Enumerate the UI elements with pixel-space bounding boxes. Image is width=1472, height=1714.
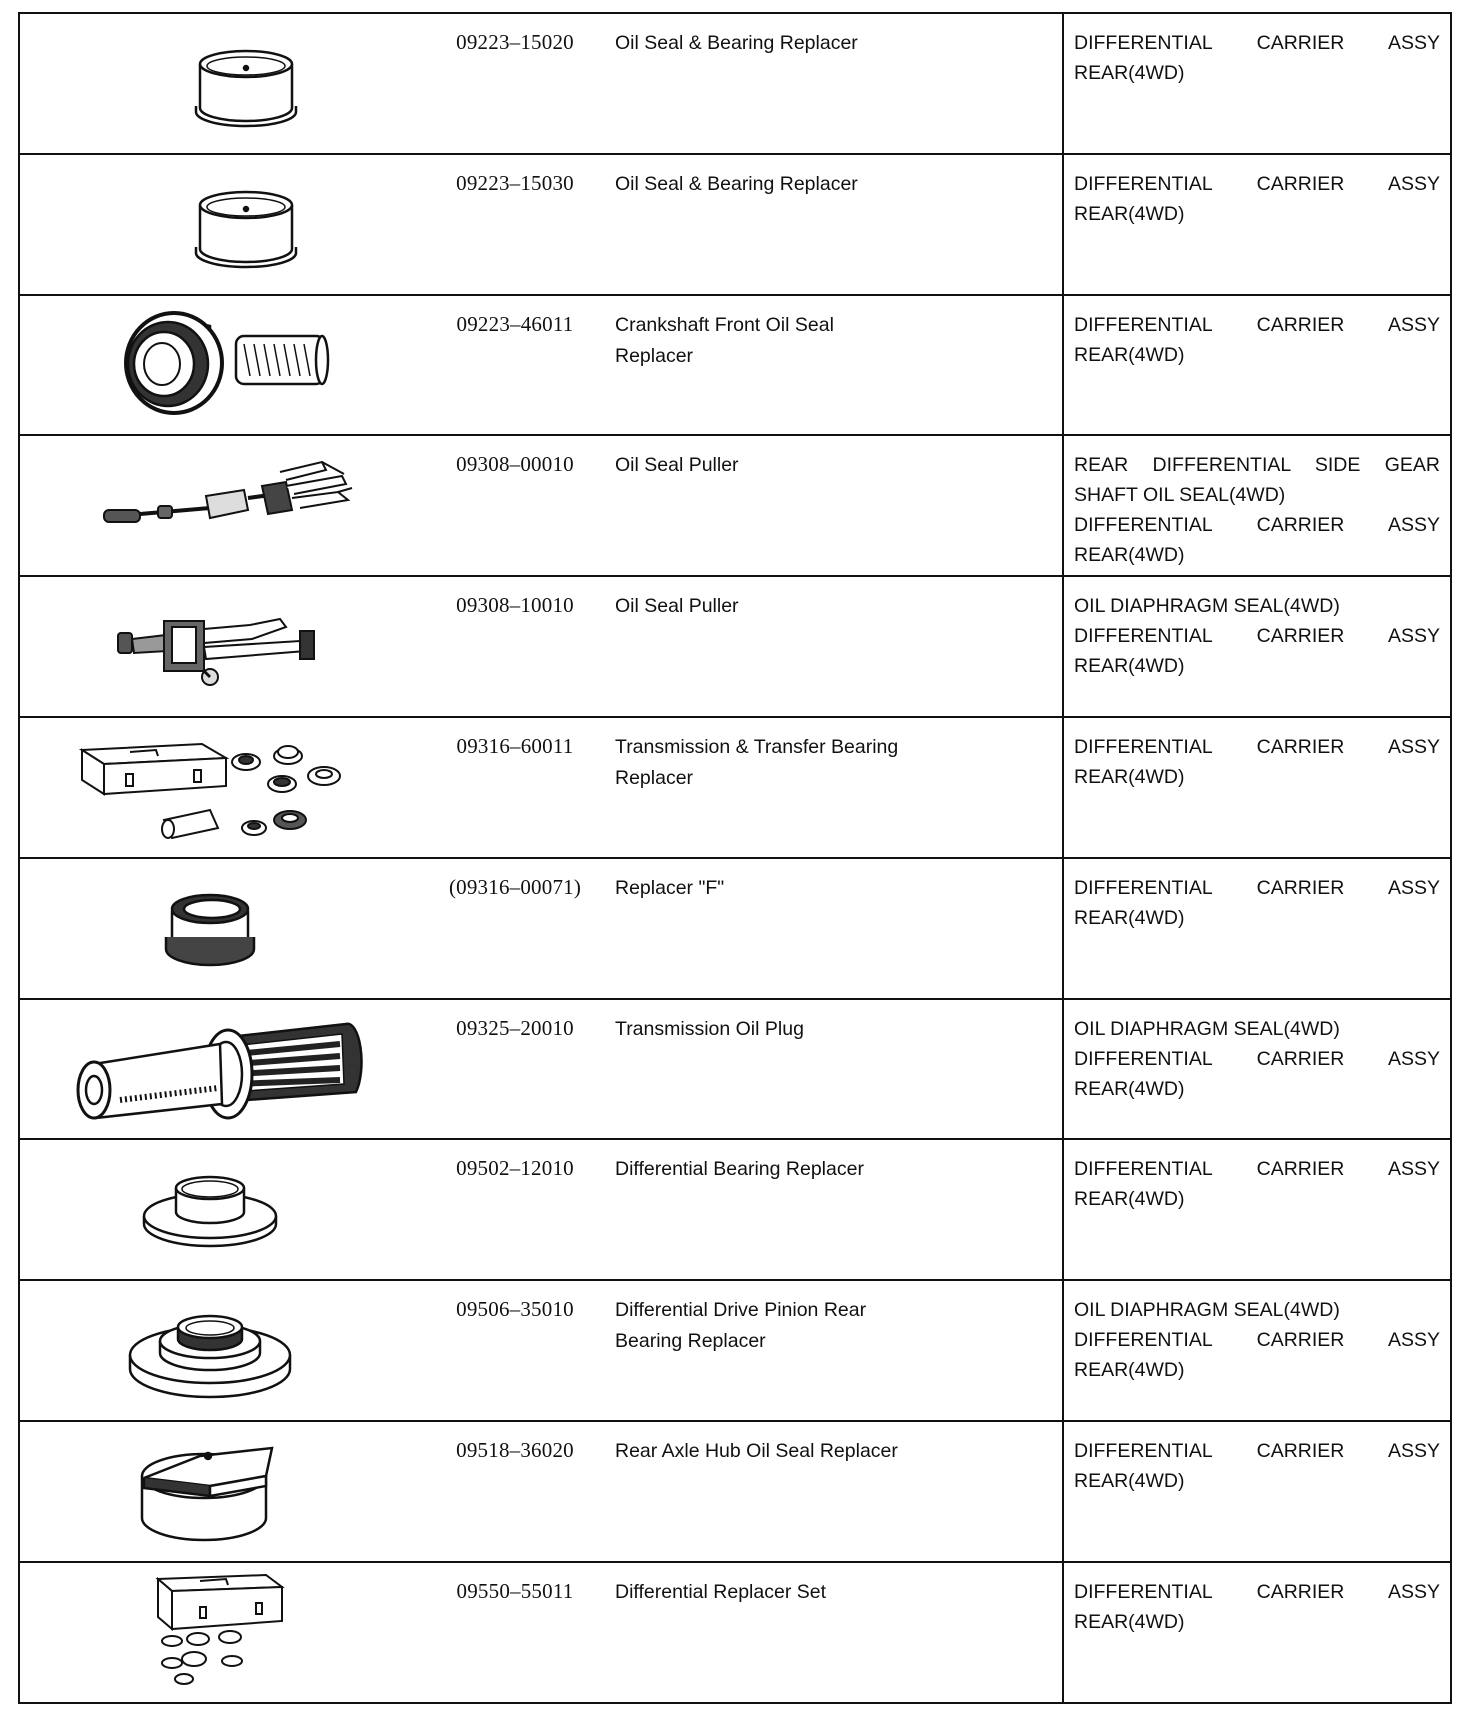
application-line: OIL DIAPHRAGM SEAL(4WD) — [1074, 1299, 1340, 1322]
part-number: 09325–20010 — [456, 1015, 574, 1040]
clamp-puller-icon — [60, 581, 440, 711]
application-line: DIFFERENTIAL CARRIER ASSY — [1074, 32, 1440, 54]
part-number: 09223–46011 — [456, 311, 574, 336]
application-line: DIFFERENTIAL CARRIER ASSY — [1074, 1158, 1440, 1181]
replacer-kit-icon — [60, 722, 440, 852]
tool-cell — [19, 154, 1063, 295]
application-line: REAR(4WD) — [1074, 1610, 1185, 1633]
part-name: Rear Axle Hub Oil Seal Replacer — [615, 1439, 898, 1462]
application-cell — [1063, 1139, 1451, 1280]
special-tools-table — [18, 12, 1452, 1704]
tool-cell — [19, 999, 1063, 1140]
application-line: REAR(4WD) — [1074, 62, 1185, 84]
part-name: Oil Seal & Bearing Replacer — [615, 32, 858, 54]
application-line: DIFFERENTIAL CARRIER ASSY — [1074, 876, 1440, 899]
application-line: DIFFERENTIAL CARRIER ASSY — [1074, 172, 1440, 195]
tool-row — [19, 576, 1451, 717]
application-cell — [1063, 154, 1451, 295]
tool-row — [19, 435, 1451, 576]
application-line: REAR(4WD) — [1074, 1188, 1185, 1211]
part-name: Differential Drive Pinion Rear Bearing Replacer — [615, 1299, 867, 1353]
application-line: SHAFT OIL SEAL(4WD) — [1074, 484, 1286, 507]
part-name: Oil Seal & Bearing Replacer — [615, 172, 858, 195]
part-name: Oil Seal Puller — [615, 454, 739, 477]
oil-plug-icon — [60, 1004, 440, 1134]
tool-row — [19, 999, 1451, 1140]
part-number: (09316–00071) — [448, 874, 582, 899]
application-cell — [1063, 858, 1451, 999]
tool-cell — [19, 1421, 1063, 1562]
tool-cell — [19, 435, 1063, 576]
application-line: DIFFERENTIAL CARRIER ASSY — [1074, 735, 1440, 758]
ring-replacer-icon — [60, 1144, 440, 1274]
application-cell — [1063, 1280, 1451, 1421]
part-number: 09550–55011 — [456, 1578, 574, 1603]
part-name: Transmission Oil Plug — [615, 1017, 804, 1040]
application-line: REAR(4WD) — [1074, 1359, 1185, 1382]
part-number: 09502–12010 — [456, 1156, 574, 1181]
slide-hammer-puller-icon — [60, 440, 440, 570]
tool-cell — [19, 295, 1063, 436]
part-number: 09316–60011 — [456, 733, 574, 758]
tool-row — [19, 858, 1451, 999]
replacer-set-case-icon — [60, 1567, 440, 1697]
tool-cell — [19, 858, 1063, 999]
part-name: Replacer "F" — [615, 876, 725, 899]
crankshaft-replacer-icon — [60, 300, 440, 430]
part-name: Differential Bearing Replacer — [615, 1158, 864, 1181]
application-line: REAR(4WD) — [1074, 1077, 1185, 1100]
tool-cell — [19, 1562, 1063, 1703]
part-number: 09223–15020 — [456, 30, 574, 54]
application-line: DIFFERENTIAL CARRIER ASSY — [1074, 514, 1440, 537]
application-line: REAR(4WD) — [1074, 765, 1185, 788]
tool-cell — [19, 576, 1063, 717]
cup-replacer-icon — [60, 159, 440, 289]
tool-cell — [19, 1280, 1063, 1421]
application-line: REAR(4WD) — [1074, 655, 1185, 678]
part-name: Crankshaft Front Oil Seal Replacer — [615, 313, 834, 367]
tool-row — [19, 1421, 1451, 1562]
application-line: DIFFERENTIAL CARRIER ASSY — [1074, 313, 1440, 336]
tool-cell — [19, 13, 1063, 154]
application-line: REAR(4WD) — [1074, 906, 1185, 929]
tool-cell — [19, 717, 1063, 858]
part-name: Transmission & Transfer Bearing Replacer — [615, 735, 899, 789]
part-number: 09308–10010 — [456, 593, 574, 618]
application-cell — [1063, 1562, 1451, 1703]
application-cell — [1063, 1421, 1451, 1562]
tool-cell — [19, 1139, 1063, 1280]
application-line: REAR(4WD) — [1074, 1469, 1185, 1492]
application-line: OIL DIAPHRAGM SEAL(4WD) — [1074, 1017, 1340, 1040]
application-cell — [1063, 999, 1451, 1140]
application-line: REAR(4WD) — [1074, 202, 1185, 225]
application-line: DIFFERENTIAL CARRIER ASSY — [1074, 625, 1440, 648]
part-name: Differential Replacer Set — [615, 1580, 826, 1603]
hub-seal-replacer-icon — [60, 1426, 440, 1556]
tool-row — [19, 154, 1451, 295]
application-line: OIL DIAPHRAGM SEAL(4WD) — [1074, 595, 1340, 618]
tool-row — [19, 13, 1451, 154]
tool-row — [19, 1280, 1451, 1421]
application-line: DIFFERENTIAL CARRIER ASSY — [1074, 1329, 1440, 1352]
application-cell — [1063, 717, 1451, 858]
part-number: 09308–00010 — [456, 452, 574, 477]
part-name: Oil Seal Puller — [615, 595, 739, 618]
application-cell — [1063, 13, 1451, 154]
part-number: 09506–35010 — [456, 1297, 574, 1322]
application-line: REAR DIFFERENTIAL SIDE GEAR — [1074, 454, 1440, 477]
part-number: 09518–36020 — [456, 1437, 574, 1462]
application-line: DIFFERENTIAL CARRIER ASSY — [1074, 1439, 1440, 1462]
cup-replacer-icon — [60, 18, 440, 148]
tool-row — [19, 717, 1451, 858]
application-cell — [1063, 295, 1451, 436]
tool-row — [19, 1139, 1451, 1280]
part-number: 09223–15030 — [456, 170, 574, 195]
application-cell — [1063, 576, 1451, 717]
replacer-f-icon — [60, 863, 440, 993]
application-line: DIFFERENTIAL CARRIER ASSY — [1074, 1580, 1440, 1603]
application-line: REAR(4WD) — [1074, 544, 1185, 567]
application-line: DIFFERENTIAL CARRIER ASSY — [1074, 1047, 1440, 1070]
application-cell — [1063, 435, 1451, 576]
application-line: REAR(4WD) — [1074, 343, 1185, 366]
stepped-ring-replacer-icon — [60, 1285, 440, 1415]
tool-row — [19, 1562, 1451, 1703]
tool-row — [19, 295, 1451, 436]
